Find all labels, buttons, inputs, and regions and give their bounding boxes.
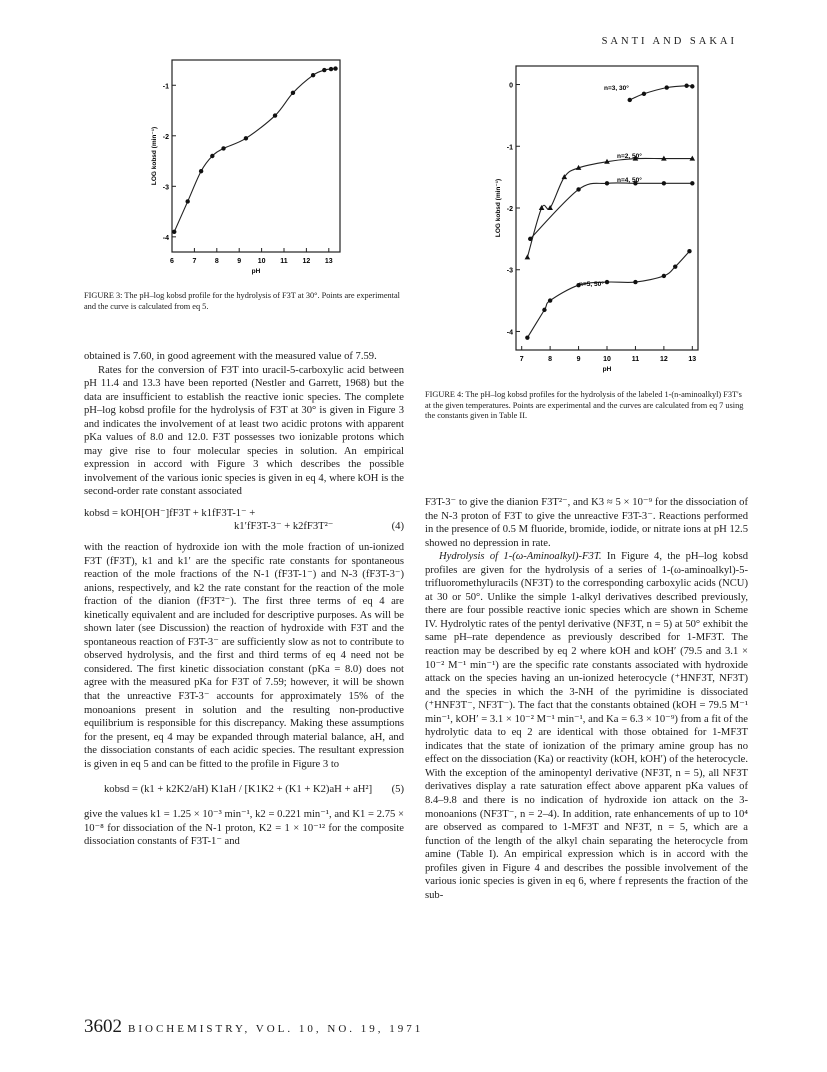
x-tick-label: 7 xyxy=(192,258,197,265)
data-point xyxy=(210,154,214,158)
equation-4 xyxy=(84,507,404,533)
page-footer xyxy=(84,1016,423,1038)
y-tick-label: -4 xyxy=(506,329,513,337)
data-point xyxy=(548,298,552,302)
y-tick-label: -2 xyxy=(506,206,513,213)
right-paragraph-2-text: In Figure 4, the pH–log kobsd profiles are given for the hydrolysis of a series of 1-(ω-aminoalkyl)-5-trifluoromethyluracils (NF3T) to the corresponding carboxylic acids (NCU) at 30 or 50°. Unlike the simple 1-alkyl derivatives described previously, there are four possible reactive ionic species which are shown in Scheme IV. Hydrolytic rates of the pentyl derivative (NF3T, n = 5) at 50° exhibit the same pH–rate dependence as previously described for 1-MF3T. The reaction may be described by eq 2 where kOH and kOH′ (79.5 and 3.1 × 10⁻² M⁻¹ min⁻¹) are the specific rate constants associated with hydroxide attack on the species having an un-ionized heterocycle (⁺HNF3T, NF3T) and the species in which the 3-NH of the pyrimidine is dissociated (⁺HNF3T⁻, NF3T⁻). The fact that the constants obtained (kOH = 79.5 M⁻¹ min⁻¹, kOH′ = 3.1 × 10⁻² M⁻¹ min⁻¹, and Ka = 6.3 × 10⁻⁹) from a fit of the hydrolytic data to eq 2 are identical with those obtained for 1-MF3T indicates that the state of ionization of the primary amine group has no effect on the dissociation (Ka) or reactivity (kOH, kOH′) of the heterocycle. With the exception of the aminopentyl derivative (NF3T, n = 5), all NF3T derivatives display a rate saturation effect above apparent pKa values of 8.4–9.8 and there is no indication of hydroxide ion attack on the 3-monoanions (NF3T⁻, n = 2–4). In addition, rate enhancements of up to 10⁴ are observed as compared to 1-MF3T and NF3T, n = 5, which are a function of the length of the alkyl chain separating the heterocycle from amine (Table I). An empirical expression which is in accord with the profiles given in Figure 4 and describes the possible involvement of the various ionic species is given in eq 6, where f represents the fraction of the sub- xyxy=(425,551,749,901)
data-point xyxy=(628,98,632,102)
data-point xyxy=(311,73,315,77)
x-tick-label: 10 xyxy=(257,258,266,265)
data-point xyxy=(662,274,666,278)
x-tick-label: 11 xyxy=(280,258,288,265)
figure-3 xyxy=(148,52,348,282)
y-tick-label: -1 xyxy=(162,83,169,91)
page-number: 3602 xyxy=(84,1016,122,1037)
figure-4-caption xyxy=(425,390,748,422)
x-tick-label: 9 xyxy=(237,258,242,265)
figure-4-caption-label: FIGURE 4: xyxy=(425,390,464,399)
section-title: Hydrolysis of 1-(ω-Aminoalkyl)-F3T. xyxy=(439,551,602,563)
journal-citation: BIOCHEMISTRY, VOL. 10, NO. 19, 1971 xyxy=(128,1023,424,1035)
data-point xyxy=(333,66,337,70)
equation-5 xyxy=(84,783,404,796)
left-paragraph-4: give the values k1 = 1.25 × 10⁻³ min⁻¹, k2 = 0.221 min⁻¹, and K1 = 2.75 × 10⁻⁸ for dissociation of the N-1 proton, K2 = 1 × 10⁻¹² for the composite dissociation constants of F3T-1⁻ and xyxy=(84,809,404,848)
data-point xyxy=(690,84,694,88)
y-tick-label: -3 xyxy=(506,267,513,275)
data-point xyxy=(525,335,529,339)
data-point xyxy=(547,205,553,210)
data-point xyxy=(273,113,277,117)
series-curve xyxy=(530,183,692,239)
series-curve xyxy=(174,69,335,232)
y-axis-label: LOG kobsd (min⁻¹) xyxy=(495,178,502,238)
data-point xyxy=(690,181,694,185)
curve-label: n=4, 50° xyxy=(617,177,642,184)
figure-3-caption xyxy=(84,291,404,312)
data-point xyxy=(291,91,295,95)
curve-label: n=3, 30° xyxy=(604,85,629,92)
left-column xyxy=(84,350,404,849)
data-point xyxy=(244,136,248,140)
running-head: SANTI AND SAKAI xyxy=(601,36,737,47)
x-tick-label: 11 xyxy=(631,356,640,363)
x-tick-label: 12 xyxy=(302,258,311,265)
figure-3-caption-text: The pH–log kobsd profile for the hydrolysis of F3T at 30°. Points are experimental and the curve is calculated from eq 5. xyxy=(84,291,400,311)
x-tick-label: 7 xyxy=(519,356,524,363)
equation-5-number: (5) xyxy=(391,784,404,796)
data-point xyxy=(542,308,546,312)
x-tick-label: 9 xyxy=(576,356,581,363)
series-curve xyxy=(630,86,693,100)
data-point xyxy=(221,146,225,150)
series-curve xyxy=(527,251,689,337)
y-tick-label: -2 xyxy=(162,133,169,141)
right-column xyxy=(425,496,748,902)
data-point xyxy=(605,181,609,185)
data-point xyxy=(528,237,532,241)
data-point xyxy=(329,67,333,71)
data-point xyxy=(172,230,176,234)
figure-4-caption-text: The pH–log kobsd profiles for the hydrolysis of the labeled 1-(n-aminoalkyl) F3T's at the given temperatures. Points are experimental and the curves are calculated from eq 7 using the constants given in Table II. xyxy=(425,390,744,421)
equation-4-number: (4) xyxy=(391,521,404,533)
y-axis-label: LOG kobsd (min⁻¹) xyxy=(151,126,158,186)
x-axis-label: pH xyxy=(602,366,612,373)
x-tick-label: 12 xyxy=(659,356,668,363)
data-point xyxy=(576,187,580,191)
left-paragraph-3: with the reaction of hydroxide ion with the mole fraction of un-ionized F3T (fF3T), k1 and k1′ are the specific rate constants for spontaneous reaction of the mole fractions of the N-1 (fF3T-1⁻) and N-3 (fF3T-3⁻) anions, respectively, and k2 the rate constant for the reaction of the mole fraction of the dianion (fF3T²⁻). The first three terms of eq 4 are kinetically equivalent and are included for descriptive purposes. As will be shown later (see Discussion) the reaction of hydroxide with F3T and the spontaneous reaction of F3T-3⁻ are sufficiently slow as not to contribute to observed hydrolysis, and the first and third terms of eq 4 need not be considered. The first kinetic dissociation constant (pKa = 8.0) does not agree with the measured pKa for F3T of 7.59; however, it will be shown that the unreactive F3T-3⁻ accounts for approximately 15% of the monoanions present in solution and the resulting non-productive equilibrium is responsible for this discrepancy. Making these assumptions for the present, eq 4 may be expanded through material balance, aH, and the dissociation constants of each acidic species. The resultant expression is given in eq 5 and can be fitted to the profile in Figure 3 to xyxy=(84,542,404,770)
right-paragraph-2 xyxy=(425,550,748,902)
data-point xyxy=(642,92,646,96)
data-point xyxy=(185,199,189,203)
data-point xyxy=(665,85,669,89)
y-tick-label: -3 xyxy=(162,184,169,192)
curve-label: n=5, 50° xyxy=(579,281,604,288)
data-point xyxy=(633,280,637,284)
x-tick-label: 13 xyxy=(324,258,333,265)
plot-frame xyxy=(172,60,340,252)
figure-3-plot xyxy=(148,52,348,282)
right-paragraph-1: F3T-3⁻ to give the dianion F3T²⁻, and K3 ≈ 5 × 10⁻⁹ for the dissociation of the N-3 proton of F3T to give the unreactive F3T-3⁻. Reactions performed in the presence of 0.5 M fluoride, bromide, iodide, or nitrate ions at pH 12.5 showed no depression in rate. xyxy=(425,497,748,549)
data-point xyxy=(662,181,666,185)
series-curve xyxy=(527,158,692,257)
figure-4-plot xyxy=(494,58,714,383)
figure-3-caption-label: FIGURE 3: xyxy=(84,291,123,300)
x-tick-label: 8 xyxy=(214,258,219,265)
equation-5-body: kobsd = (k1 + k2K2/aH) K1aH / [K1K2 + (K1 + K2)aH + aH²] xyxy=(104,784,373,796)
data-point xyxy=(525,254,531,259)
x-tick-label: 10 xyxy=(603,356,611,363)
x-tick-label: 13 xyxy=(688,356,697,363)
data-point xyxy=(199,169,203,173)
x-tick-label: 8 xyxy=(548,356,553,363)
data-point xyxy=(673,264,677,268)
curve-label: n=2, 50° xyxy=(617,153,642,160)
y-tick-label: -1 xyxy=(506,144,513,152)
y-tick-label: 0 xyxy=(509,82,513,90)
x-tick-label: 6 xyxy=(170,258,174,265)
equation-4-line-1: kobsd = kOH[OH⁻]fF3T + k1fF3T-1⁻ + xyxy=(84,508,256,520)
equation-4-line-2: k1′fF3T-3⁻ + k2fF3T²⁻ xyxy=(234,521,334,533)
left-paragraph-1: obtained is 7.60, in good agreement with the measured value of 7.59. xyxy=(84,351,377,362)
left-paragraph-2: Rates for the conversion of F3T into uracil-5-carboxylic acid between pH 11.4 and 13.3 have been reported (Nestler and Garrett, 1968) but the data are insufficient to establish the reactive ionic species. The complete pH–log kobsd profile for the hydrolysis of F3T at 30° is given in Figure 3 and indicates the involvement of at least two acidic protons with apparent pKa values of 8.0 and 12.0. F3T possesses two ionizable protons which may give rise to four molecular species in solution. An empirical expression in accord with Figure 3 which describes the possible involvement of the various ionic species is given in eq 4, where kOH is the second-order rate constant associated xyxy=(84,364,404,498)
x-axis-label: pH xyxy=(251,268,261,275)
data-point xyxy=(322,68,326,72)
data-point xyxy=(687,249,691,253)
data-point xyxy=(684,84,688,88)
plot-frame xyxy=(516,66,698,350)
figure-4 xyxy=(494,58,714,383)
y-tick-label: -4 xyxy=(162,234,169,242)
data-point xyxy=(605,280,609,284)
